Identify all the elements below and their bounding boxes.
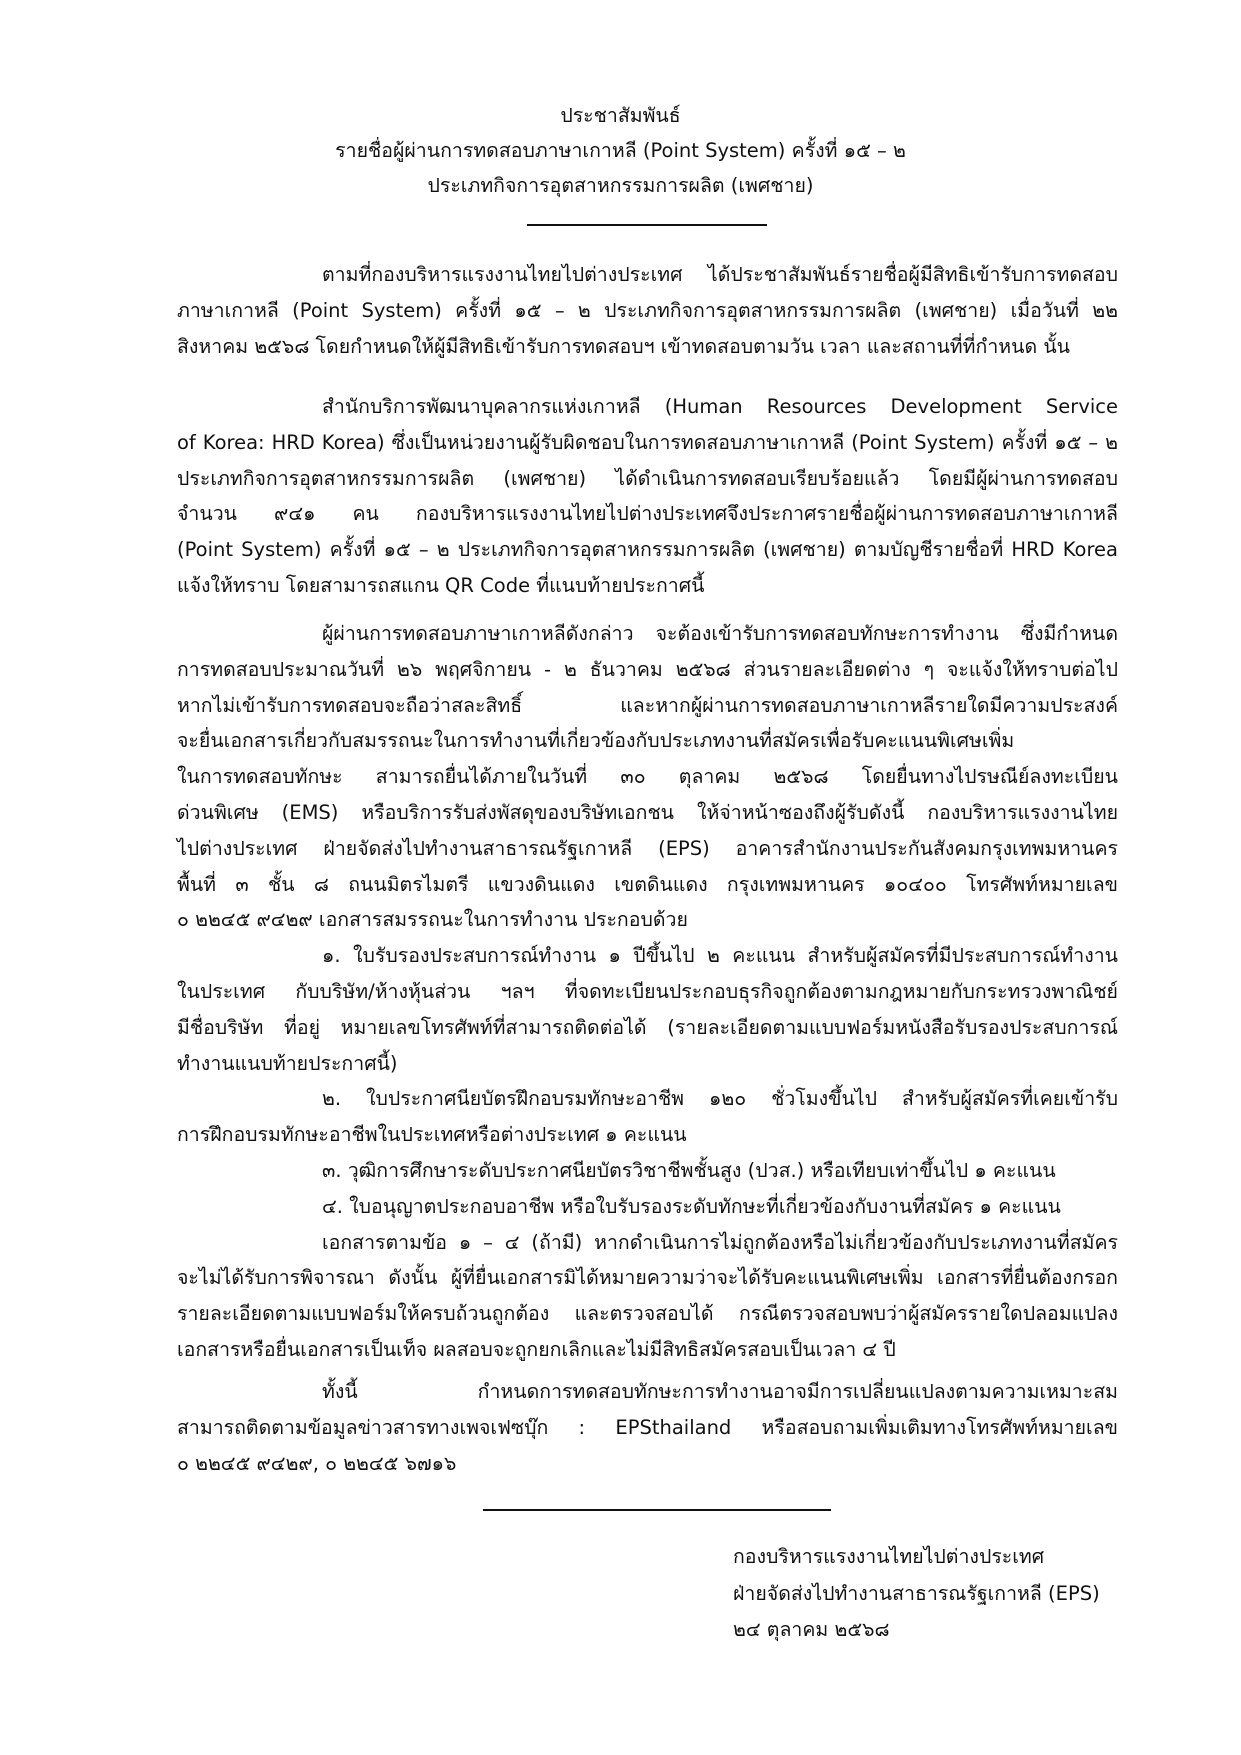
signature-org: กองบริหารแรงงานไทยไปต่างประเทศ [733,1545,1045,1568]
paragraph-skills-test [177,616,1118,1368]
paragraph-line: ทั้งนี้ กำหนดการทดสอบทักษะการทำงานอาจมีการเปลี่ยนแปลงตามความเหมาะสม [322,1380,1118,1403]
paragraph-line: ภาษาเกาหลี (Point System) ครั้งที่ ๑๕ – ๒ ประเภทกิจการอุตสาหกรรมการผลิต (เพศชาย) เมื่อวันที่ ๒๒ [177,298,1118,322]
paragraph-line: (Point System) ครั้งที่ ๑๕ – ๒ ประเภทกิจการอุตสาหกรรมการผลิต (เพศชาย) ตามบัญชีรายชื่อที่ HRD Korea [177,538,1118,562]
list-item-line: การฝึกอบรมทักษะอาชีพในประเทศหรือต่างประเทศ ๑ คะแนน [177,1123,687,1147]
paragraph-line: สำนักบริการพัฒนาบุคลากรแห่งเกาหลี (Human Resources Development Service [322,395,1118,418]
list-item-license: ๔. ใบอนุญาตประกอบอาชีพ หรือใบรับรองระดับทักษะที่เกี่ยวข้องกับงานที่สมัคร ๑ คะแนน [322,1194,1061,1218]
list-item-line: ๑. ใบรับรองประสบการณ์ทำงาน ๑ ปีขึ้นไป ๒ คะแนน สำหรับผู้สมัครที่มีประสบการณ์ทำงาน [322,944,1118,968]
list-item-work-experience [177,938,1118,1081]
paragraph-line: ไปต่างประเทศ ฝ่ายจัดส่งไปทำงานสาธารณรัฐเกาหลี (EPS) อาคารสำนักงานประกันสังคมกรุงเทพมหานคร [177,836,1118,860]
paragraph-line: แจ้งให้ทราบ โดยสามารถสแกน QR Code ที่แนบท้ายประกาศนี้ [177,573,705,597]
paragraph-line: ประเภทกิจการอุตสาหกรรมการผลิต (เพศชาย) ได้ดำเนินการทดสอบเรียบร้อยแล้ว โดยมีผู้ผ่านการทดสอบ [177,466,1118,490]
paragraph-line: จำนวน ๙๔๑ คน กองบริหารแรงงานไทยไปต่างประเทศจึงประกาศรายชื่อผู้ผ่านการทดสอบภาษาเกาหลี [177,502,1118,526]
note-line: จะไม่ได้รับการพิจารณา ดังนั้น ผู้ที่ยื่นเอกสารมิได้หมายความว่าจะได้รับคะแนนพิเศษเพิ่ม เอกสารที่ยื่นต้องกรอก [177,1266,1118,1290]
paragraph-line: ๐ ๒๒๔๕ ๙๔๒๙, ๐ ๒๒๔๕ ๖๗๑๖ [177,1451,457,1475]
paragraph-line: สามารถติดตามข้อมูลข่าวสารทางเพจเฟซบุ๊ก : EPSthailand หรือสอบถามเพิ่มเติมทางโทรศัพท์หมายเลข [177,1415,1118,1439]
paragraph-line: สิงหาคม ๒๕๖๘ โดยกำหนดให้ผู้มีสิทธิเข้ารับการทดสอบฯ เข้าทดสอบตามวัน เวลา และสถานที่ที่กำหนด นั้น [177,334,1070,358]
paragraph-line: การทดสอบประมาณวันที่ ๒๖ พฤศจิกายน - ๒ ธันวาคม ๒๕๖๘ ส่วนรายละเอียดต่าง ๆ จะแจ้งให้ทราบต่อไป [177,657,1118,681]
note-line: เอกสารหรือยื่นเอกสารเป็นเท็จ ผลสอบจะถูกยกเลิกและไม่มีสิทธิสมัครสอบเป็นเวลา ๔ ปี [177,1337,896,1361]
signature-block [733,1463,1100,1649]
list-item-education: ๓. วุฒิการศึกษาระดับประกาศนียบัตรวิชาชีพชั้นสูง (ปวส.) หรือเทียบเท่าขึ้นไป ๑ คะแนน [322,1158,1056,1182]
paragraph-line: จะยื่นเอกสารเกี่ยวกับสมรรถนะในการทำงานที่เกี่ยวข้องกับประเภทงานที่สมัครเพื่อรับคะแนนพิเศษเพิ่ม [177,729,1015,753]
header-line-3: ประเภทกิจการอุตสาหกรรมการผลิต (เพศชาย) [427,174,814,197]
list-item-line: ในประเทศ กับบริษัท/ห้างหุ้นส่วน ฯลฯ ที่จดทะเบียนประกอบธุรกิจถูกต้องตามกฎหมายกับกระทรวงพาณิชย์ [177,979,1118,1003]
header-line-1: ประชาสัมพันธ์ [560,104,681,127]
paragraph-hrd-korea [177,389,1118,604]
documents-note [177,1225,1118,1368]
paragraph-line: พื้นที่ ๓ ชั้น ๘ ถนนมิตรไมตรี แขวงดินแดง เขตดินแดง กรุงเทพมหานคร ๑๐๔๐๐ โทรศัพท์หมายเลข [177,872,1118,896]
list-item-line: ทำงานแนบท้ายประกาศนี้) [177,1051,398,1075]
list-item-training-certificate [177,1081,1118,1153]
header-divider [527,224,767,226]
paragraph-line: ในการทดสอบทักษะ สามารถยื่นได้ภายในวันที่ ๓๐ ตุลาคม ๒๕๖๘ โดยยื่นทางไปรษณีย์ลงทะเบียน [177,765,1118,789]
list-item-line: มีชื่อบริษัท ที่อยู่ หมายเลขโทรศัพท์ที่สามารถติดต่อได้ (รายละเอียดตามแบบฟอร์มหนังสือรับรองประสบการณ์ [177,1015,1118,1039]
paragraph-line: ตามที่กองบริหารแรงงานไทยไปต่างประเทศ ได้ประชาสัมพันธ์รายชื่อผู้มีสิทธิเข้ารับการทดสอบ [322,263,1118,286]
header-line-2: รายชื่อผู้ผ่านการทดสอบภาษาเกาหลี (Point System) ครั้งที่ ๑๕ – ๒ [335,139,906,162]
paragraph-line: หากไม่เข้ารับการทดสอบจะถือว่าสละสิทธิ์ และหากผู้ผ่านการทดสอบภาษาเกาหลีรายใดมีความประสงค์ [177,693,1118,717]
paragraph-line: of Korea: HRD Korea) ซึ่งเป็นหน่วยงานผู้รับผิดชอบในการทดสอบภาษาเกาหลี (Point System) ครั้งที่ ๑๕ – ๒ [177,430,1118,454]
list-item-line: ๒. ใบประกาศนียบัตรฝึกอบรมทักษะอาชีพ ๑๒๐ ชั่วโมงขึ้นไป สำหรับผู้สมัครที่เคยเข้ารับ [322,1087,1118,1111]
signature-division: ฝ่ายจัดส่งไปทำงานสาธารณรัฐเกาหลี (EPS) [733,1581,1100,1605]
note-line: เอกสารตามข้อ ๑ – ๔ (ถ้ามี) หากดำเนินการไม่ถูกต้องหรือไม่เกี่ยวข้องกับประเภทงานที่สมัคร [322,1230,1118,1254]
announcement-header [0,98,1241,203]
paragraph-line: ด่วนพิเศษ (EMS) หรือบริการรับส่งพัสดุของบริษัทเอกชน ให้จ่าหน้าซองถึงผู้รับดังนี้ กองบริหารแรงงานไทย [177,800,1118,824]
signature-date: ๒๔ ตุลาคม ๒๕๖๘ [733,1618,890,1641]
paragraph-line: ผู้ผ่านการทดสอบภาษาเกาหลีดังกล่าว จะต้องเข้ารับการทดสอบทักษะการทำงาน ซึ่งมีกำหนด [322,622,1118,645]
note-line: รายละเอียดตามแบบฟอร์มให้ครบถ้วนถูกต้อง และตรวจสอบได้ กรณีตรวจสอบพบว่าผู้สมัครรายใดปลอมแปลง [177,1302,1118,1326]
paragraph-announcement-intro [177,257,1118,364]
paragraph-line: ๐ ๒๒๔๕ ๙๔๒๙ เอกสารสมรรถนะในการทำงาน ประกอบด้วย [177,908,688,932]
